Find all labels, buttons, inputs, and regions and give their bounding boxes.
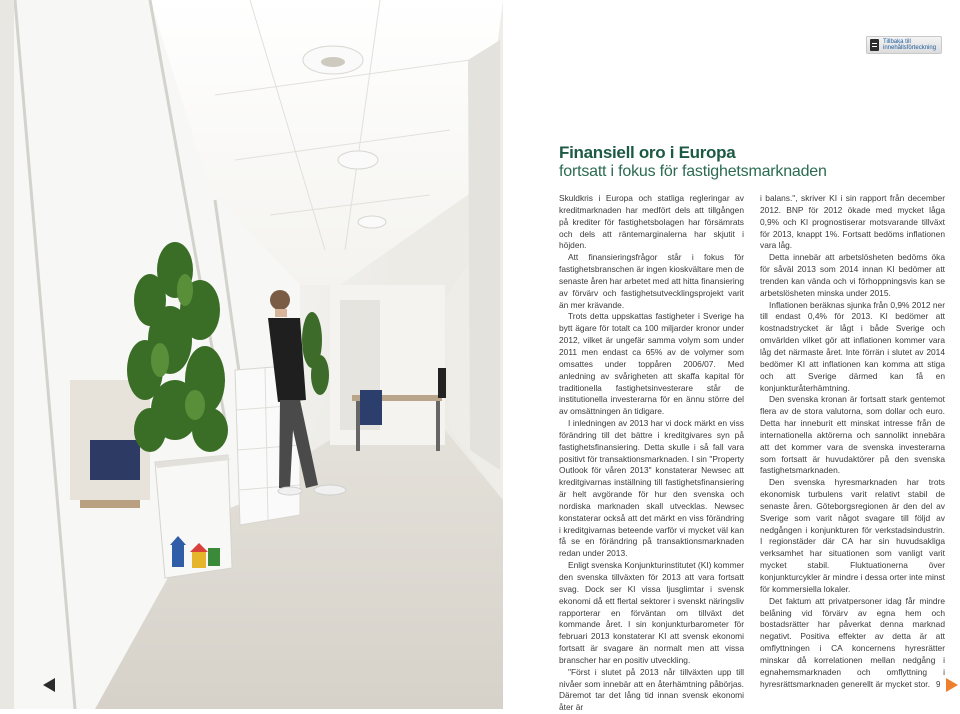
paragraph: "Först i slutet på 2013 når tillväxten upp till nivåer som innebär att en återhämtning påbörjas. Däremot tar det lång tid innan svensk ekonomi åter är xyxy=(559,666,744,713)
paragraph: Enligt svenska Konjunkturinstitutet (KI) kommer den svenska tillväxten för 2013 att vara fortsatt svag. Dock ser KI vissa ljusglimtar i svensk ekonomi då ett flertal sektorer i svenskt näringsliv rapporterar en förväntan om tillväxt det kommande året. I sin konjunkturbarometer för februari 2013 konstaterar KI att svensk ekonomi fortsatt är svagare än normalt men att vissa branscher har en positiv utveckling. xyxy=(559,560,744,665)
article-title: Finansiell oro i Europa xyxy=(559,143,736,162)
paragraph: I inledningen av 2013 har vi dock märkt en viss förändring till det bättre i kreditgivares syn på fastighetsfinansiering. Detta skulle i så fall vara positivt för transaktionsmarknaden. I sin "Property Outlook för våren 2013" konstaterar Newsec att kreditgivarnas inställning till fastighetsfinansiering är helt avgörande för hur den svenska och nordiska marknaden skall utvecklas. Newsec konstaterar också att det märkt en viss förändring i kreditgivarnas beteende varför vi mycket väl kan få se en förändring på transaktionsmarknaden redan under 2013. xyxy=(559,418,744,559)
paragraph: Den svenska kronan är fortsatt stark gentemot flera av de stora valutorna, som dollar och euro. Detta har inneburit ett minskat intresse från de internationella aktörerna och sannolikt innebära att det kommer vara de svenska investerarna som fortsatt är huvudaktörer på den svenska fastighetsmarknaden. xyxy=(760,394,945,476)
contents-list-icon xyxy=(870,39,879,51)
paragraph: Detta innebär att arbetslösheten bedöms öka för såväl 2013 som 2014 innan KI bedömer att trenden kan vända och vi förhoppningsvis kan se arbetslösheten minska under 2015. xyxy=(760,252,945,298)
paragraph: Trots detta uppskattas fastigheter i Sverige ha bytt ägare för totalt ca 100 miljarder kronor under 2012, vilket är ungefär samma volym som under 2011 men endast ca 65% av de volymer som omsattes under toppåren 2006/07. Med anledning av svårigheten att skaffa kapital för traditionella fastighetsinvesterare står de institutionella investerarna för en ännu större del av omsättningen än tidigare. xyxy=(559,311,744,417)
paragraph: Det faktum att privatpersoner idag får mindre belåning vid förvärv av egna hem och bostadsrätter har påverkat denna marknad negativt. Positiva effekter av detta är att omflyttningen i CA koncernens hyresrätter minskar då korrelationen mellan nedgång i egnahemsmarknaden och omflyttning i hyresrättsmarknaden generellt är mycket stor. xyxy=(760,595,945,689)
arrow-left-icon[interactable] xyxy=(43,678,55,692)
paragraph: Skuldkris i Europa och statliga regleringar av kreditmarknaden har medfört dels att tillgången på krediter för fastighetsbolagen har försämrats och dels att räntemarginalerna har skjutit i höjden. xyxy=(559,193,744,251)
paragraph: Inflationen beräknas sjunka från 0,9% 2012 ner till endast 0,4% för 2013. KI bedömer att kostnadstrycket är lågt i både Sverige och omvärlden vilket gör att inflationen kommer vara låg det närmaste året. Inte förrän i slutet av 2014 bedömer KI att inflationen kan komma att stiga och att Sverige därmed kan få en konjunkturåterhämtning. xyxy=(760,299,945,393)
back-to-contents-button[interactable] xyxy=(866,36,942,54)
arrow-right-icon[interactable] xyxy=(946,678,958,692)
article-column-right xyxy=(760,193,945,690)
page-number: 9 xyxy=(936,680,941,689)
paragraph: Den svenska hyresmarknaden har trots ekonomisk turbulens varit relativt stabil de senaste åren. Göteborgsregionen är den del av Sverige som varit något svagare till följd av nedgången i konjunkturen för verkstadsindustrin. I regionstäder där CA har sin huvudsakliga verksamhet har situationen som vanligt varit mycket stabil. Fluktuationerna över konjunkturcykler är mindre i dessa orter inte minst för kommersiella lokaler. xyxy=(760,477,945,594)
article-column-left xyxy=(559,193,744,714)
paragraph: i balans.", skriver KI i sin rapport från december 2012. BNP för 2012 ökade med mycket låga 0,9% och KI prognostiserar motsvarande tillväxt för 2013, knappt 1%. Fortsatt bedöms inflationen vara låg. xyxy=(760,193,945,251)
paragraph: Att finansieringsfrågor står i fokus för fastighetsbranschen är ingen kioskvältare men de senaste åren har arbetet med att hitta finansiering av förvärv och fastighetsutvecklingsprojekt varit än mer krävande. xyxy=(559,252,744,310)
article-subtitle: fortsatt i fokus för fastighetsmarknaden xyxy=(559,163,827,180)
back-button-label: Tillbaka till innehållsförteckning xyxy=(883,38,937,51)
